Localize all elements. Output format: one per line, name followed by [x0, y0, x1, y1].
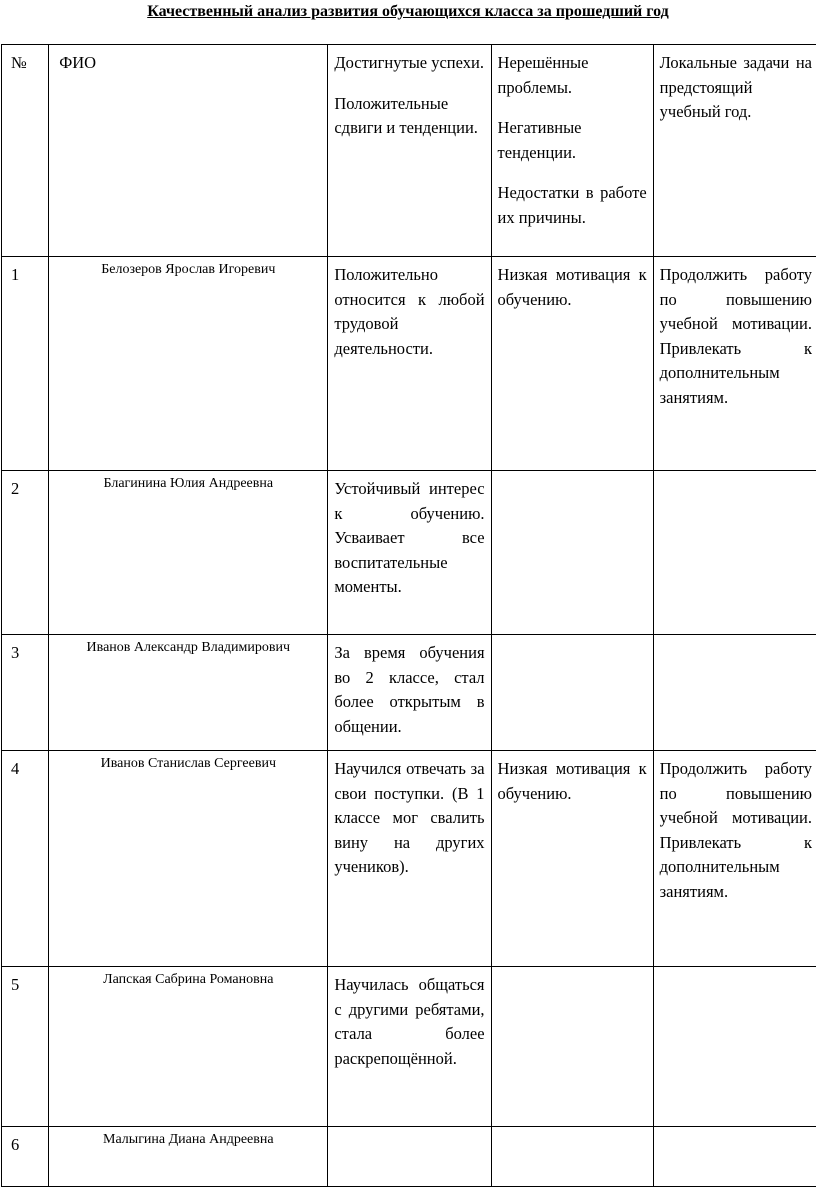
row-fio: Малыгина Диана Андреевна: [49, 1127, 328, 1187]
header-achievements: Достигнутые успехи. Положительные сдвиги и тенденции.: [328, 45, 491, 257]
header-fio: ФИО: [49, 45, 328, 257]
row-fio: Лапская Сабрина Романовна: [49, 967, 328, 1127]
row-tasks: [653, 1127, 816, 1187]
table-row: [2, 751, 816, 967]
row-num: 4: [2, 751, 49, 967]
row-achievements: За время обучения во 2 классе, стал более открытым в общении.: [328, 635, 491, 751]
row-problems: [491, 1127, 653, 1187]
table-row: [2, 471, 816, 635]
row-achievements: Положительно относится к любой трудовой деятельности.: [328, 257, 491, 471]
row-fio: Иванов Александр Владимирович: [49, 635, 328, 751]
table-row: [2, 257, 816, 471]
row-tasks: Продолжить работу по повышению учебной мотивации. Привлекать к дополнительным занятиям.: [653, 257, 816, 471]
row-num: 5: [2, 967, 49, 1127]
table-row: [2, 967, 816, 1127]
row-num: 2: [2, 471, 49, 635]
header-tasks: Локальные задачи на предстоящий учебный год.: [653, 45, 816, 257]
row-problems: [491, 635, 653, 751]
row-num: 3: [2, 635, 49, 751]
header-problems: Нерешённые проблемы. Негативные тенденции. Недостатки в работе их причины.: [491, 45, 653, 257]
row-tasks: Продолжить работу по повышению учебной мотивации. Привлекать к дополнительным занятиям.: [653, 751, 816, 967]
header-num: №: [2, 45, 49, 257]
row-fio: Иванов Станислав Сергеевич: [49, 751, 328, 967]
row-tasks: [653, 967, 816, 1127]
row-problems: [491, 967, 653, 1127]
analysis-table: [1, 44, 816, 1187]
row-achievements: Устойчивый интерес к обучению. Усваивает все воспитательные моменты.: [328, 471, 491, 635]
row-tasks: [653, 635, 816, 751]
row-fio: Белозеров Ярослав Игоревич: [49, 257, 328, 471]
row-tasks: [653, 471, 816, 635]
row-fio: Благинина Юлия Андреевна: [49, 471, 328, 635]
table-row: [2, 635, 816, 751]
row-num: 6: [2, 1127, 49, 1187]
page-title: Качественный анализ развития обучающихся класса за прошедший год: [147, 3, 669, 20]
header-row: [2, 45, 816, 257]
row-achievements: [328, 1127, 491, 1187]
row-achievements: Научилась общаться с другими ребятами, стала более раскрепощённой.: [328, 967, 491, 1127]
row-problems: [491, 471, 653, 635]
row-problems: Низкая мотивация к обучению.: [491, 257, 653, 471]
row-achievements: Научился отвечать за свои поступки. (В 1 классе мог свалить вину на других учеников).: [328, 751, 491, 967]
row-problems: Низкая мотивация к обучению.: [491, 751, 653, 967]
table-row: [2, 1127, 816, 1187]
row-num: 1: [2, 257, 49, 471]
